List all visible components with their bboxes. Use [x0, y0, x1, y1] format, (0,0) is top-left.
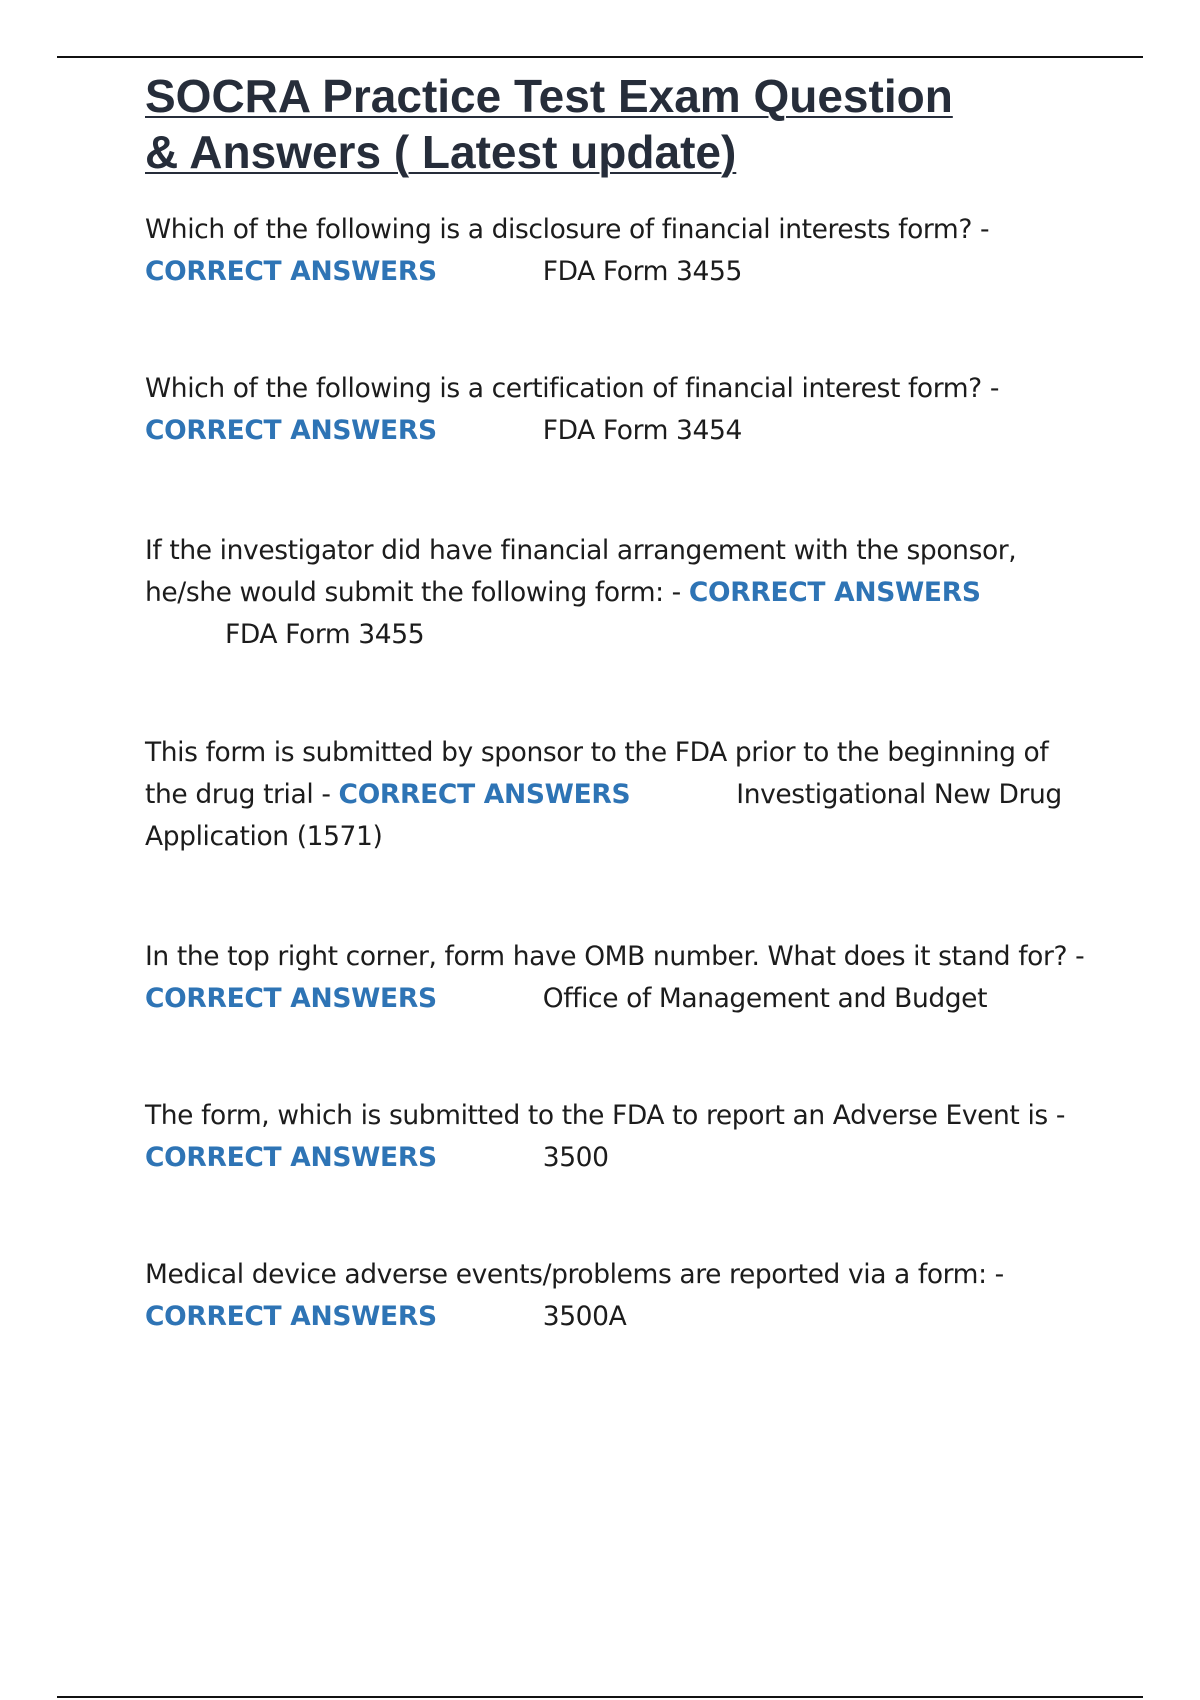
correct-answers-label: CORRECT ANSWERS: [145, 1142, 437, 1173]
qa-item: [145, 530, 1085, 656]
qa-item: [145, 1254, 1085, 1338]
qa-item: [145, 936, 1085, 1020]
qa-item: [145, 732, 1085, 858]
question-text: In the top right corner, form have OMB number. What does it stand for? -: [145, 941, 1085, 972]
qa-item: [145, 1095, 1085, 1179]
correct-answers-label: CORRECT ANSWERS: [145, 1301, 437, 1332]
question-text: This form is submitted by sponsor to the FDA prior to the beginning of the drug trial -: [145, 737, 1049, 810]
question-text: Which of the following is a disclosure of financial interests form? -: [145, 214, 990, 245]
correct-answers-label: CORRECT ANSWERS: [145, 415, 437, 446]
question-text: Medical device adverse events/problems are reported via a form: -: [145, 1259, 1004, 1290]
page-title: [145, 68, 1085, 180]
correct-answers-label: CORRECT ANSWERS: [145, 983, 437, 1014]
question-text: The form, which is submitted to the FDA to report an Adverse Event is -: [145, 1100, 1065, 1131]
answer-text: Investigational New Drug Application (1571): [145, 779, 1062, 852]
answer-text: Office of Management and Budget: [542, 983, 988, 1014]
question-text: If the investigator did have financial arrangement with the sponsor, he/she would submit the following form: -: [145, 535, 1017, 608]
qa-item: [145, 209, 1085, 293]
answer-text: FDA Form 3455: [542, 256, 742, 287]
title-line-1: SOCRA Practice Test Exam Question: [145, 70, 953, 122]
qa-item: [145, 368, 1085, 452]
correct-answers-label: CORRECT ANSWERS: [338, 779, 631, 810]
answer-text: 3500: [542, 1142, 609, 1173]
answer-text: FDA Form 3455: [225, 619, 425, 650]
correct-answers-label: CORRECT ANSWERS: [145, 256, 437, 287]
answer-text: 3500A: [542, 1301, 627, 1332]
correct-answers-label: CORRECT ANSWERS: [688, 577, 981, 608]
top-rule: [57, 56, 1143, 58]
question-text: Which of the following is a certification of financial interest form? -: [145, 373, 1000, 404]
answer-text: FDA Form 3454: [542, 415, 742, 446]
title-line-2: & Answers ( Latest update): [145, 126, 737, 178]
bottom-rule: [57, 1696, 1143, 1698]
